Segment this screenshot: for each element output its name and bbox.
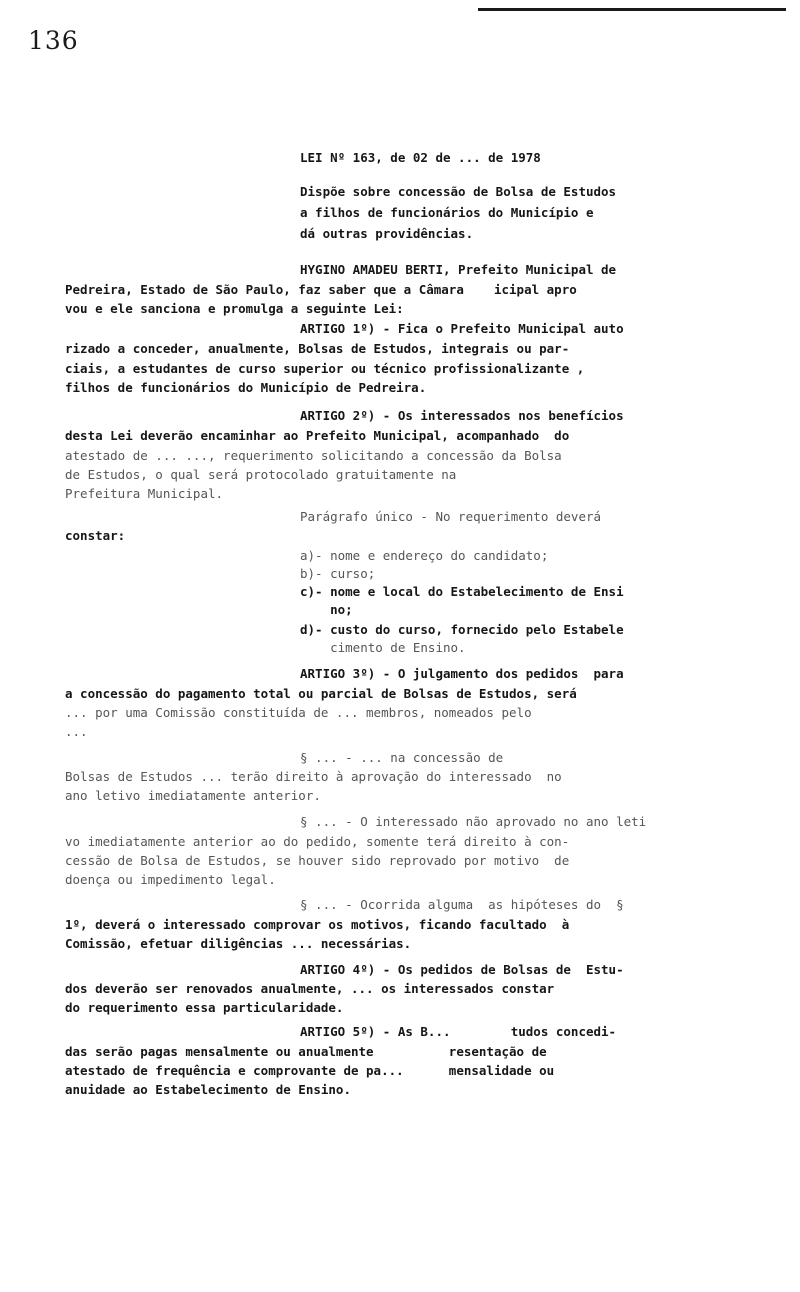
top-rule xyxy=(478,8,786,11)
article-1-line: ARTIGO 1º) - Fica o Prefeito Municipal auto xyxy=(300,321,624,336)
list-item: no; xyxy=(300,602,353,617)
preamble-line: Pedreira, Estado de São Paulo, faz saber que a Câmara icipal apro xyxy=(65,282,577,297)
article-4-line: do requerimento essa particularidade. xyxy=(65,1000,344,1015)
summary-line: a filhos de funcionários do Município e xyxy=(300,205,594,220)
article-3-paragraph-1: Bolsas de Estudos ... terão direito à aprovação do interessado no xyxy=(65,769,562,784)
article-4-line: dos deverão ser renovados anualmente, ... os interessados constar xyxy=(65,981,555,996)
article-1-line: filhos de funcionários do Município de Pedreira. xyxy=(65,380,427,395)
constar-label: constar: xyxy=(65,528,126,543)
list-item: c)- nome e local do Estabelecimento de Ensi xyxy=(300,584,624,599)
list-item: a)- nome e endereço do candidato; xyxy=(300,548,549,563)
article-2-line: ARTIGO 2º) - Os interessados nos benefícios xyxy=(300,408,624,423)
article-2-line: atestado de ... ..., requerimento solicitando a concessão da Bolsa xyxy=(65,448,562,463)
list-item: cimento de Ensino. xyxy=(300,640,466,655)
article-5-line: das serão pagas mensalmente ou anualmente resentação de xyxy=(65,1044,547,1059)
article-3-paragraph-1: § ... - ... na concessão de xyxy=(300,750,504,765)
page-number: 136 xyxy=(28,26,79,55)
article-1-line: ciais, a estudantes de curso superior ou técnico profissionalizante , xyxy=(65,361,585,376)
summary-line: Dispõe sobre concessão de Bolsa de Estudos xyxy=(300,184,617,199)
law-title: LEI Nº 163, de 02 de ... de 1978 xyxy=(300,150,541,165)
list-item: d)- custo do curso, fornecido pelo Estabele xyxy=(300,622,624,637)
preamble-line: HYGINO AMADEU BERTI, Prefeito Municipal de xyxy=(300,262,617,277)
article-3-line: ... por uma Comissão constituída de ... membros, nomeados pelo xyxy=(65,705,532,720)
article-3-line: ARTIGO 3º) - O julgamento dos pedidos para xyxy=(300,666,624,681)
article-3-paragraph-3: 1º, deverá o interessado comprovar os motivos, ficando facultado à xyxy=(65,917,570,932)
paragraph-unico: Parágrafo único - No requerimento deverá xyxy=(300,509,602,524)
article-3-paragraph-1: ano letivo imediatamente anterior. xyxy=(65,788,321,803)
article-1-line: rizado a conceder, anualmente, Bolsas de Estudos, integrais ou par- xyxy=(65,341,570,356)
summary-line: dá outras providências. xyxy=(300,226,474,241)
article-3-line: a concessão do pagamento total ou parcial de Bolsas de Estudos, será xyxy=(65,686,577,701)
article-3-line: ... xyxy=(65,724,88,739)
article-3-paragraph-2: § ... - O interessado não aprovado no ano leti xyxy=(300,814,647,829)
article-3-paragraph-3: Comissão, efetuar diligências ... necessárias. xyxy=(65,936,412,951)
article-3-paragraph-2: vo imediatamente anterior ao do pedido, somente terá direito à con- xyxy=(65,834,570,849)
article-5-line: atestado de frequência e comprovante de pa... mensalidade ou xyxy=(65,1063,555,1078)
article-3-paragraph-2: cessão de Bolsa de Estudos, se houver sido reprovado por motivo de xyxy=(65,853,570,868)
article-2-line: de Estudos, o qual será protocolado gratuitamente na xyxy=(65,467,457,482)
article-3-paragraph-3: § ... - Ocorrida alguma as hipóteses do § xyxy=(300,897,624,912)
article-2-line: desta Lei deverão encaminhar ao Prefeito Municipal, acompanhado do xyxy=(65,428,570,443)
article-3-paragraph-2: doença ou impedimento legal. xyxy=(65,872,276,887)
preamble-line: vou e ele sanciona e promulga a seguinte Lei: xyxy=(65,301,404,316)
list-item: b)- curso; xyxy=(300,566,376,581)
article-4-line: ARTIGO 4º) - Os pedidos de Bolsas de Estu- xyxy=(300,962,624,977)
article-5-line: anuidade ao Estabelecimento de Ensino. xyxy=(65,1082,351,1097)
article-2-line: Prefeitura Municipal. xyxy=(65,486,224,501)
article-5-line: ARTIGO 5º) - As B... tudos concedi- xyxy=(300,1024,617,1039)
